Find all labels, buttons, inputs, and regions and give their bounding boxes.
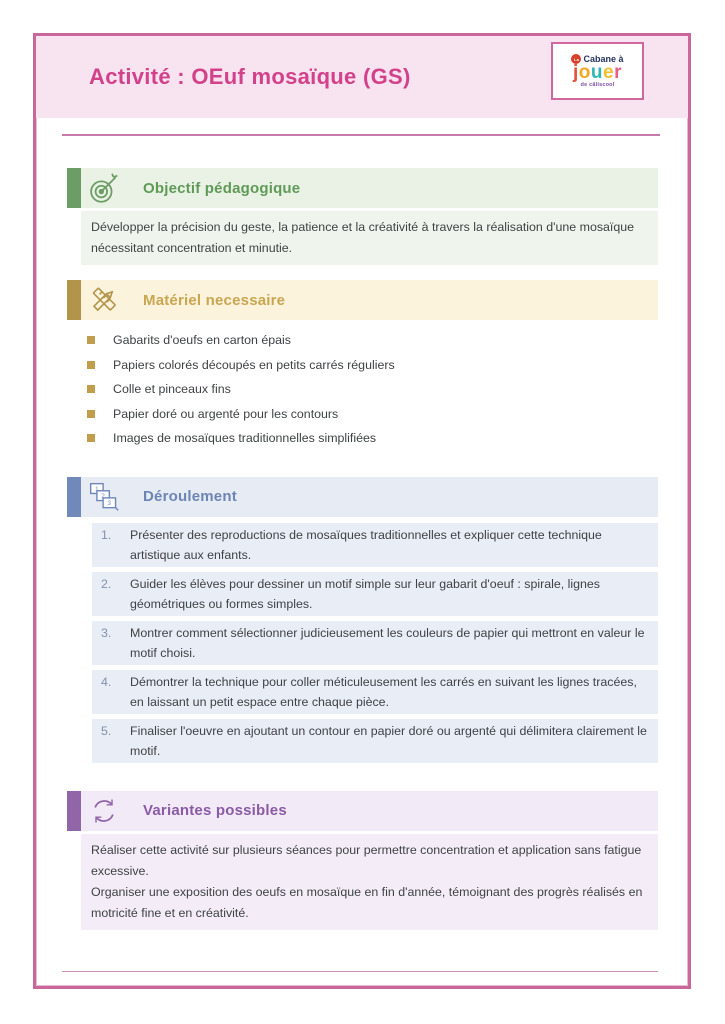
variantes-paragraph: Réaliser cette activité sur plusieurs séances pour permettre concentration et application sans fatigue excessive. <box>91 842 642 878</box>
step-number: 5. <box>101 723 112 738</box>
bullet-square-icon <box>87 434 95 442</box>
step-text: Finaliser l'oeuvre en ajoutant un contour en papier doré ou argenté qui délimitera clairement le motif. <box>130 723 647 758</box>
variantes-paragraph: Organiser une exposition des oeufs en mosaïque en fin d'année, témoignant des progrès réalisés en motricité fine et en créativité. <box>91 884 643 920</box>
section-accent-bar <box>67 477 81 517</box>
bullet-square-icon <box>87 385 95 393</box>
target-icon <box>88 172 120 204</box>
material-item <box>87 328 658 353</box>
step-text: Montrer comment sélectionner judicieusement les couleurs de papier qui mettront en valeur le motif choisi. <box>130 625 645 660</box>
section-variantes <box>67 791 658 930</box>
step-text: Présenter des reproductions de mosaïques traditionnelles et expliquer cette technique artistique aux enfants. <box>130 527 602 562</box>
logo-cabane-text: Cabane à <box>583 54 624 64</box>
material-item-label: Images de mosaïques traditionnelles simplifiées <box>113 431 377 446</box>
material-item <box>87 426 658 451</box>
materials-list <box>67 328 658 451</box>
material-item <box>87 377 658 402</box>
section-accent-bar <box>67 280 81 320</box>
step-text: Démontrer la technique pour coller méticuleusement les carrés en suivant les lignes tracées, en laissant un petit espace entre chaque pièce. <box>130 674 637 709</box>
cycle-arrows-icon <box>88 795 120 827</box>
step-item <box>92 670 658 714</box>
section-objectif-header <box>67 168 658 208</box>
page-title: Activité : OEuf mosaïque (GS) <box>89 64 411 89</box>
section-variantes-header <box>67 791 658 831</box>
step-number: 2. <box>101 576 112 591</box>
material-item-label: Papiers colorés découpés en petits carrés réguliers <box>113 357 395 372</box>
step-number: 1. <box>101 527 112 542</box>
logo-letter: r <box>614 62 622 83</box>
step-number: 4. <box>101 674 112 689</box>
section-objectif-title: Objectif pédagogique <box>143 179 301 197</box>
section-deroulement <box>67 477 658 763</box>
logo-letter: o <box>578 62 591 83</box>
bullet-square-icon <box>87 410 95 418</box>
svg-text:2: 2 <box>101 492 105 500</box>
section-variantes-title: Variantes possibles <box>143 802 287 819</box>
objectif-body: Développer la précision du geste, la patience et la créativité à travers la réalisation d'une mosaïque nécessitant concentration et minutie. <box>81 211 658 265</box>
brand-logo <box>551 42 644 100</box>
section-materiel-header <box>67 280 658 320</box>
logo-badge-icon: La <box>571 54 581 64</box>
material-item <box>87 353 658 378</box>
material-item-label: Gabarits d'oeufs en carton épais <box>113 333 292 348</box>
ruler-pencil-icon <box>88 284 120 316</box>
section-materiel <box>67 280 658 451</box>
logo-wordmark <box>573 64 622 81</box>
material-item-label: Papier doré ou argenté pour les contours <box>113 406 339 421</box>
svg-text:3: 3 <box>107 499 112 507</box>
section-materiel-title: Matériel necessaire <box>143 291 286 309</box>
steps-list <box>67 523 658 763</box>
section-deroulement-header <box>67 477 658 517</box>
logo-tagline: de câliscool <box>580 82 615 88</box>
bullet-square-icon <box>87 361 95 369</box>
svg-text:1: 1 <box>95 485 99 493</box>
logo-letter: e <box>603 62 615 83</box>
material-item <box>87 402 658 427</box>
section-accent-bar <box>67 791 81 831</box>
bottom-divider <box>62 971 658 972</box>
logo-letter: j <box>573 62 579 83</box>
variantes-body <box>81 834 658 930</box>
step-number: 3. <box>101 625 112 640</box>
header-band <box>36 36 688 118</box>
step-item <box>92 719 658 763</box>
step-item <box>92 572 658 616</box>
top-divider <box>62 134 660 136</box>
step-item <box>92 621 658 665</box>
material-item-label: Colle et pinceaux fins <box>113 382 231 397</box>
section-deroulement-title: Déroulement <box>143 488 237 505</box>
section-accent-bar <box>67 168 81 208</box>
activity-sheet-page <box>33 33 691 989</box>
step-text: Guider les élèves pour dessiner un motif simple sur leur gabarit d'oeuf : spirale, lignes géométriques ou formes simples. <box>130 576 601 611</box>
logo-letter: u <box>590 62 603 83</box>
section-objectif <box>67 168 658 265</box>
bullet-square-icon <box>87 336 95 344</box>
step-item <box>92 523 658 567</box>
numbered-steps-icon <box>88 481 120 513</box>
